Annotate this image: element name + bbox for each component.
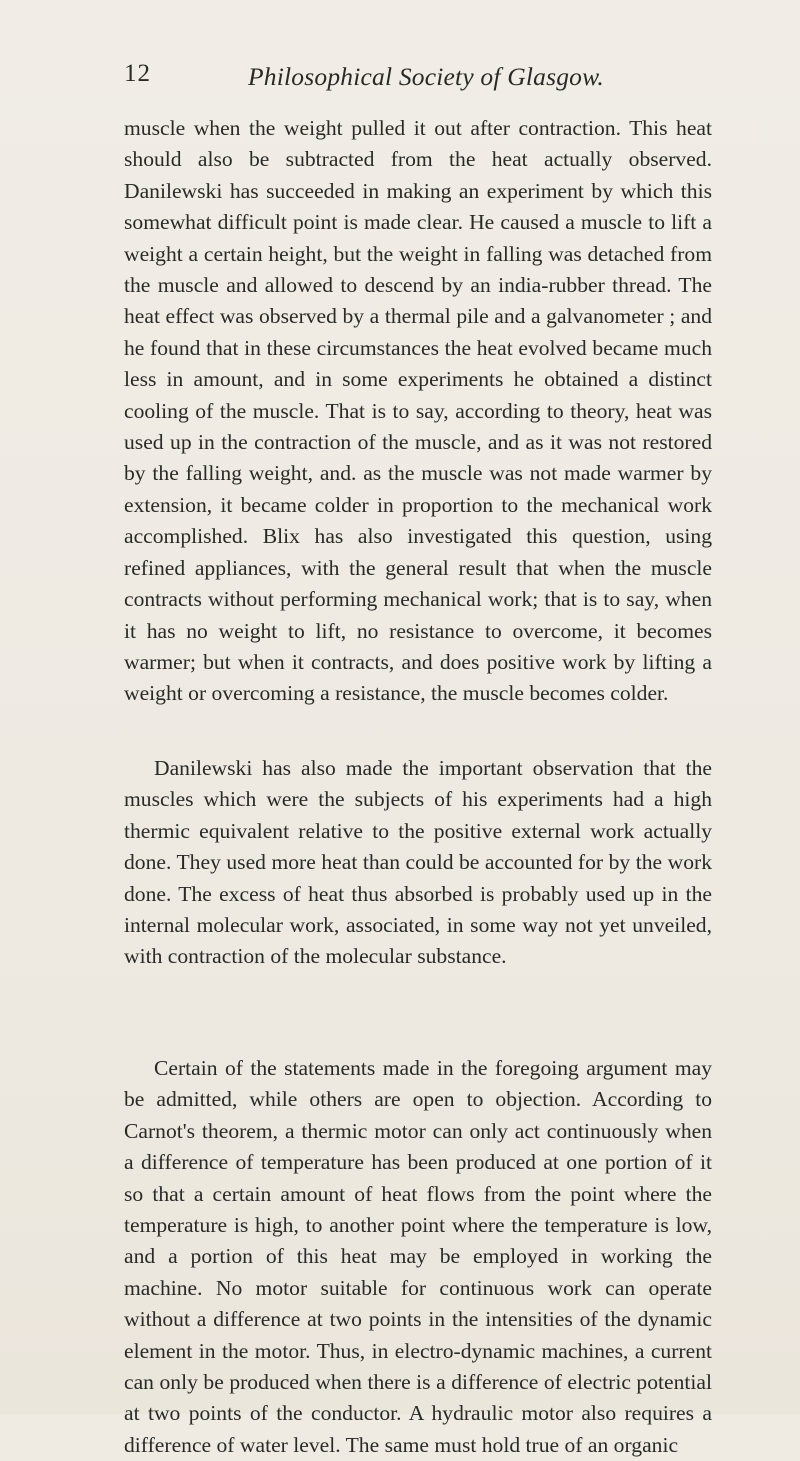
paragraph-3: Certain of the statements made in the foregoing argument may be admitted, while others are open to objection. According to Carnot's theorem, a thermic motor can only act continuously when a difference of temperature has been produced at one portion of it so that a certain amount of heat flows from the point where the temperature is high, to another point where the temperature is low, and a portion of this heat may be employed in working the machine. No motor suitable for continuous work can operate without a difference at two points in the intensities of the dynamic element in the motor. Thus, in electro-dynamic machines, a current can only be produced when there is a difference of electric potential at two points of the conductor. A hydraulic motor also requires a difference of water level. The same must hold true of an organic [124, 1056, 712, 1457]
page-number: 12 [124, 60, 151, 87]
paragraph-2: Danilewski has also made the important observation that the muscles which were the subjects of his experiments had a high thermic equivalent relative to the positive external work actually done. They used more heat than could be accounted for by the work done. The excess of heat thus absorbed is probably used up in the internal molecular work, associated, in some way not yet unveiled, with contraction of the molecular substance. [124, 756, 712, 969]
page-header [124, 60, 740, 100]
paragraph-1: muscle when the weight pulled it out after contraction. This heat should also be subtracted from the heat actually observed. Danilewski has succeeded in making an experiment by which this somewhat difficult point is made clear. He caused a muscle to lift a weight a certain height, but the weight in falling was detached from the muscle and allowed to descend by an india-rubber thread. The heat effect was observed by a thermal pile and a galvanometer ; and he found that in these circumstances the heat evolved became much less in amount, and in some experiments he obtained a distinct cooling of the muscle. That is to say, according to theory, heat was used up in the contraction of the muscle, and as it was not restored by the falling weight, and. as the muscle was not made warmer by extension, it became colder in proportion to the mechanical work accomplished. Blix has also investigated this question, using refined appliances, with the general result that when the muscle contracts without performing mechanical work; that is to say, when it has no weight to lift, no resistance to overcome, it becomes warmer; but when it contracts, and does positive work by lifting a weight or overcoming a resistance, the muscle becomes colder. [124, 116, 712, 706]
running-title: Philosophical Society of Glasgow. [248, 62, 605, 91]
